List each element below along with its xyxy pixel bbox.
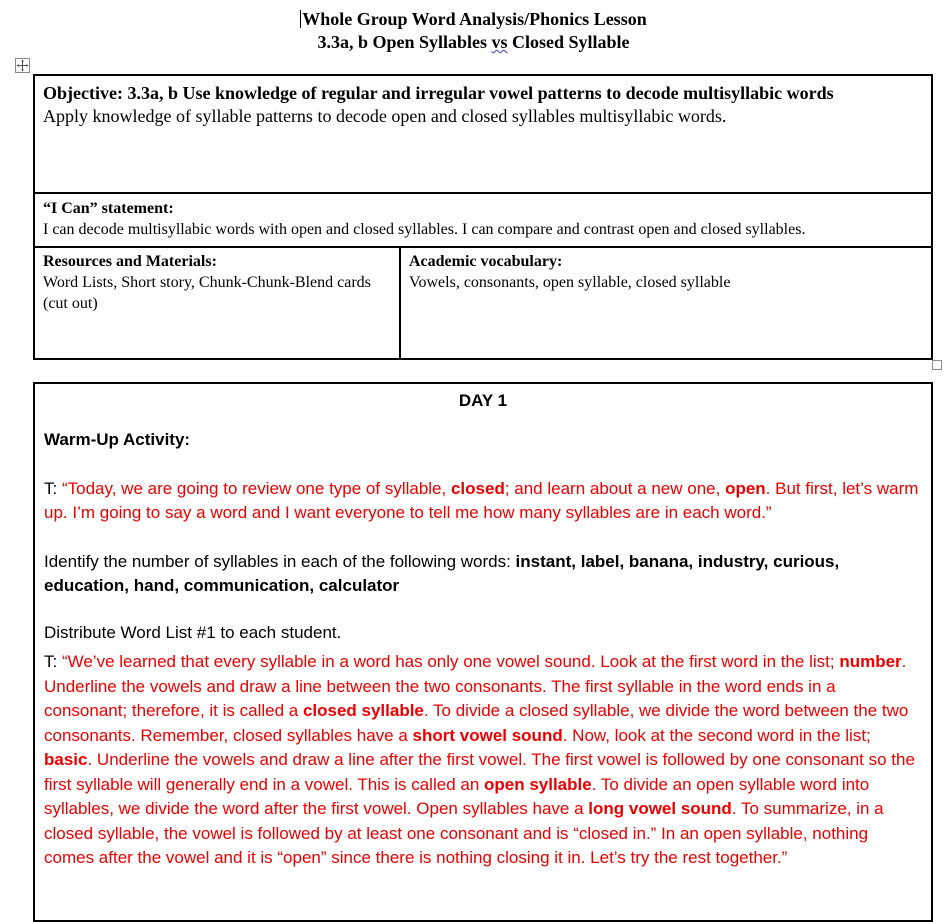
warmup-heading: Warm-Up Activity:	[44, 430, 191, 449]
title-line-2	[0, 31, 947, 54]
objective-body: Apply knowledge of syllable patterns to decode open and closed syllables multisyllabic words.	[43, 106, 727, 126]
intro-part-e: . But first, let’s warm up. I’m going to say a word and I want everyone to tell me how many syllables are in each word.”	[44, 478, 919, 522]
explain-s1: “We’ve learned that every syllable in a word has only one vowel sound. Look at the first word in the list;	[61, 652, 840, 671]
term-closed-syllable: closed syllable	[302, 701, 424, 720]
title-line-2-suffix: Closed Syllable	[507, 32, 630, 52]
intro-closed-word: closed	[450, 478, 505, 498]
lesson-info-table	[33, 74, 933, 360]
i-can-heading: “I Can” statement:	[43, 200, 174, 217]
explain-s7: . To summarize, in a closed syllable, the vowel is followed by at least one consonant and is “closed in.” In an open syllable, nothing comes after the vowel and it is “open” since there is nothing closing it in. Let’s try the rest together.”	[44, 799, 884, 867]
identify-text: Identify the number of syllables in each of the following words:	[44, 551, 516, 571]
day1-box	[33, 382, 933, 922]
term-long-vowel-sound: long vowel sound	[588, 799, 732, 818]
resources-body: Word Lists, Short story, Chunk-Chunk-Blend cards (cut out)	[43, 274, 371, 312]
teacher-explanation-paragraph	[44, 650, 922, 871]
explain-s2: . Underline the vowels and draw a line between the two consonants. The first syllable in the word ends in a consonant; therefore, it is called a	[44, 652, 907, 720]
vocabulary-body: Vowels, consonants, open syllable, closed syllable	[409, 274, 731, 291]
explain-s6: . To divide an open syllable word into syllables, we divide the word after the first vowel. Open syllables have a	[44, 774, 870, 818]
resources-cell	[35, 248, 401, 358]
title-line-2-prefix: 3.3a, b Open Syllables	[317, 32, 492, 52]
spellcheck-word-vs[interactable]: vs	[491, 32, 508, 52]
day1-title: DAY 1	[458, 391, 508, 410]
intro-part-c: ; and learn about a new one,	[504, 478, 726, 498]
title-line-1	[0, 8, 947, 31]
resources-heading: Resources and Materials:	[43, 253, 217, 270]
resources-vocab-row	[35, 248, 931, 358]
vocabulary-cell	[401, 248, 931, 358]
title-line-1-text: Whole Group Word Analysis/Phonics Lesson	[302, 9, 647, 29]
vocabulary-heading: Academic vocabulary:	[409, 253, 563, 270]
teacher-intro-paragraph	[44, 477, 922, 526]
explain-s4: . Now, look at the second word in the list;	[562, 725, 871, 745]
objective-heading: Objective: 3.3a, b Use knowledge of regular and irregular vowel patterns to decode multisyllabic words	[43, 83, 834, 103]
distribute-instruction: Distribute Word List #1 to each student.	[44, 622, 342, 642]
identify-word-list: instant, label, banana, industry, curious, education, hand, communication, calculator	[44, 551, 840, 595]
i-can-body: I can decode multisyllabic words with open and closed syllables. I can compare and contrast open and closed syllables.	[43, 221, 806, 238]
example-word-number: number	[839, 652, 902, 671]
intro-open-word: open	[725, 478, 766, 498]
teacher-explanation-text	[44, 652, 915, 867]
term-open-syllable: open syllable	[484, 774, 592, 794]
teacher-intro-text	[44, 479, 918, 523]
table-move-handle-icon[interactable]	[15, 58, 30, 73]
identify-paragraph	[44, 550, 922, 599]
i-can-cell	[35, 194, 931, 248]
term-short-vowel-sound: short vowel sound	[412, 725, 563, 745]
table-resize-handle[interactable]	[932, 360, 942, 370]
example-word-basic: basic	[44, 750, 88, 769]
teacher-prefix-2: T:	[44, 652, 62, 671]
intro-part-a: “Today, we are going to review one type of syllable,	[61, 478, 451, 498]
teacher-prefix: T:	[44, 478, 62, 498]
explain-s5: . Underline the vowels and draw a line after the first vowel. The first vowel is followed by one consonant so the first syllable will generally end in a vowel. This is called an	[44, 750, 915, 794]
explain-s3: . To divide a closed syllable, we divide the word between the two consonants. Remember, closed syllables have a	[44, 701, 909, 745]
lesson-title	[0, 8, 947, 54]
objective-cell	[35, 76, 931, 194]
